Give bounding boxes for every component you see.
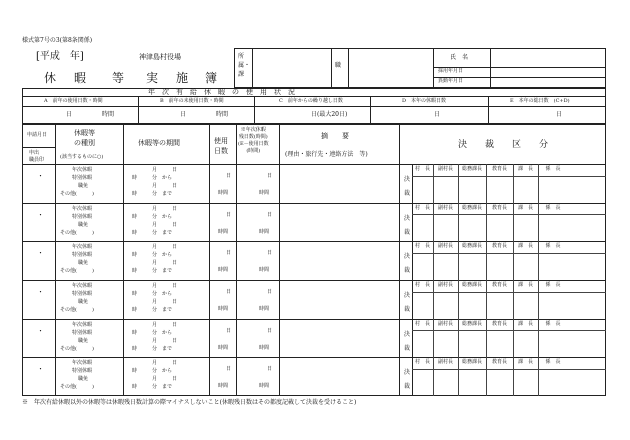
period-line[interactable]: 月 日 [152, 283, 178, 289]
title-char-3: 等 [112, 71, 125, 85]
approval-stamp-cell[interactable] [514, 254, 537, 279]
period-line[interactable]: 時 分 から [132, 291, 173, 297]
approval-stamp-cell[interactable] [487, 215, 512, 240]
days-used-header: 使用 日数 [214, 137, 228, 155]
remaining-header: ※年次休暇 残日数(時間) (E－使用日数 (時間) [238, 127, 269, 154]
days-used-hours[interactable]: 時間 [218, 190, 229, 196]
period-line[interactable]: 時 分 まで [132, 384, 173, 391]
approval-stamp-cell[interactable] [459, 370, 485, 395]
period-line[interactable]: 時 分 まで [132, 307, 173, 313]
approval-stamp-cell[interactable] [413, 370, 432, 395]
leave-type-option[interactable]: 特別休暇 [72, 368, 93, 375]
leave-type-option[interactable]: 年次休暇 [72, 283, 93, 289]
approver-title: 副村長 [437, 282, 453, 288]
leave-type-option[interactable]: 年次休暇 [72, 167, 93, 173]
approval-header: 決 裁 区 分 [458, 140, 549, 150]
summary-cell[interactable] [280, 242, 398, 279]
col-d-value[interactable]: 日 [434, 111, 441, 118]
title-char-4: 実 [146, 71, 159, 85]
approver-title: 係 長 [545, 282, 561, 288]
leave-type-option[interactable]: 職免 [78, 337, 89, 344]
approver-seal-header: 申出 職員印 [29, 150, 45, 163]
col-b-label: B 前年の未使用日数・時間 [160, 98, 224, 104]
summary-note: (理由・旅行先・連絡方法 等) [285, 151, 368, 158]
leave-type-option[interactable]: 年次休暇 [72, 321, 93, 328]
summary-cell[interactable] [280, 320, 398, 357]
period-line[interactable]: 時 分 から [132, 252, 173, 259]
approver-title: 教育長 [491, 282, 507, 288]
title-char-2: 暇 [74, 71, 87, 85]
title-char-1: 休 [44, 71, 57, 85]
apply-date-cell[interactable] [23, 165, 55, 202]
col-d-label: D 本年の休暇日数 [402, 98, 447, 104]
col-e-value[interactable]: 日 [556, 111, 563, 118]
col-e-label: E 本年の総日数 (C+D) [510, 98, 570, 104]
approver-title: 教育長 [491, 243, 507, 250]
period-line[interactable]: 時 分 まで [132, 268, 173, 275]
approver-title: 村 長 [415, 166, 431, 172]
leave-type-option[interactable]: その他( ) [60, 191, 94, 197]
approval-stamp-cell[interactable] [539, 370, 567, 395]
approver-title: 教育長 [491, 359, 507, 366]
approval-stamp-cell[interactable] [514, 177, 537, 202]
leave-type-option[interactable]: 特別休暇 [72, 252, 93, 259]
leave-type-option[interactable]: その他( ) [60, 307, 94, 313]
title-char-5: 施 [176, 71, 189, 85]
approver-title: 係 長 [545, 243, 561, 250]
name-label: 氏 名 [450, 54, 469, 61]
period-line[interactable]: 時 分 まで [132, 229, 173, 236]
approval-stamp-cell[interactable] [459, 215, 485, 240]
approver-title: 村 長 [415, 204, 431, 211]
leave-type-option[interactable]: その他( ) [60, 229, 94, 236]
approval-label: 決 裁 [404, 214, 411, 236]
col-c-value[interactable]: 日(最大20日) [311, 111, 348, 118]
table-row [22, 319, 606, 358]
leave-type-option[interactable]: 職免 [78, 260, 89, 267]
approver-title: 課 長 [517, 166, 533, 172]
row-dot: ・ [37, 365, 44, 374]
department-field[interactable] [253, 49, 330, 87]
approver-title: 課 長 [517, 204, 533, 211]
table-row [22, 280, 606, 319]
summary-cell[interactable] [280, 358, 398, 395]
leave-type-option[interactable]: 年次休暇 [72, 205, 93, 212]
approver-title: 教育長 [491, 204, 507, 211]
days-used-hours[interactable]: 時間 [218, 228, 229, 235]
days-used-day[interactable]: 日 [226, 366, 232, 373]
department-label: 所属・課 [238, 53, 251, 78]
remaining-day[interactable]: 日 [267, 211, 273, 218]
summary-cell[interactable] [280, 165, 398, 202]
approval-stamp-cell[interactable] [487, 370, 512, 395]
office-name: 神津島村役場 [139, 53, 181, 61]
approval-stamp-cell[interactable] [539, 177, 567, 202]
approver-title: 総務課長 [461, 282, 482, 288]
leave-type-option[interactable]: その他( ) [60, 345, 94, 352]
approval-stamp-cell[interactable] [434, 370, 457, 395]
approval-stamp-cell[interactable] [539, 215, 567, 240]
apply-date-header: 申請月日 [27, 132, 48, 138]
approver-title: 係 長 [545, 204, 561, 211]
approval-stamp-cell[interactable] [434, 293, 457, 318]
days-used-hours[interactable]: 時間 [218, 306, 229, 312]
row-dot: ・ [37, 326, 44, 335]
period-line[interactable]: 月 日 [152, 167, 178, 173]
apply-date-cell[interactable] [23, 320, 55, 357]
days-used-hours[interactable]: 時間 [218, 344, 229, 351]
approval-stamp-cell[interactable] [413, 177, 432, 202]
transfer-date-label: 異動年月日 [438, 78, 464, 84]
approval-stamp-cell[interactable] [514, 331, 537, 356]
period-line[interactable]: 月 日 [152, 221, 178, 228]
remaining-hours[interactable]: 時間 [259, 228, 270, 235]
period-line[interactable]: 時 分 から [132, 175, 173, 181]
hire-date-label: 採用年月日 [438, 68, 464, 74]
approver-title: 総務課長 [461, 359, 482, 366]
approver-title: 総務課長 [461, 320, 482, 327]
approval-label: 決 裁 [404, 292, 411, 313]
form-id: 様式第7号の3(第8条関係) [22, 37, 93, 44]
remaining-hours[interactable]: 時間 [259, 306, 270, 312]
apply-date-cell[interactable] [23, 358, 55, 395]
approver-title: 教育長 [491, 166, 507, 172]
leave-type-option[interactable]: 特別休暇 [72, 213, 93, 220]
apply-date-cell[interactable] [23, 281, 55, 318]
approver-title: 村 長 [415, 243, 431, 250]
approver-title: 課 長 [517, 359, 533, 366]
remaining-day[interactable]: 日 [267, 289, 273, 295]
approver-title: 教育長 [491, 320, 507, 327]
period-line[interactable]: 月 日 [152, 337, 178, 344]
days-used-day[interactable]: 日 [226, 327, 232, 334]
summary-cell[interactable] [280, 281, 398, 318]
leave-type-option[interactable]: その他( ) [60, 384, 94, 391]
leave-type-option[interactable]: 職免 [78, 376, 89, 383]
row-dot: ・ [37, 249, 44, 258]
leave-type-note: (該当するものに○) [60, 154, 104, 160]
approval-stamp-cell[interactable] [514, 215, 537, 240]
period-header: 休暇等の期間 [138, 139, 180, 147]
days-used-hours[interactable]: 時間 [218, 267, 229, 274]
approval-stamp-cell[interactable] [539, 254, 567, 279]
approval-stamp-cell[interactable] [413, 293, 432, 318]
days-used-day[interactable]: 日 [226, 211, 232, 218]
approver-title: 副村長 [437, 204, 453, 211]
approver-title: 総務課長 [461, 204, 482, 211]
leave-type-option[interactable]: その他( ) [60, 268, 94, 275]
remaining-day[interactable]: 日 [267, 173, 273, 179]
approval-stamp-cell[interactable] [434, 215, 457, 240]
leave-type-option[interactable]: 年次休暇 [72, 360, 93, 367]
approver-title: 係 長 [545, 320, 561, 327]
period-line[interactable]: 月 日 [152, 244, 178, 251]
approval-stamp-cell[interactable] [434, 177, 457, 202]
approval-stamp-cell[interactable] [459, 331, 485, 356]
approver-title: 係 長 [545, 359, 561, 366]
apply-date-cell[interactable] [23, 204, 55, 241]
approval-stamp-cell[interactable] [487, 177, 512, 202]
title-char-6: 簿 [205, 71, 218, 85]
period-line[interactable]: 時 分 から [132, 329, 173, 336]
table-row [22, 203, 606, 242]
days-used-hours[interactable]: 時間 [218, 383, 229, 390]
leave-type-option[interactable]: 職免 [78, 221, 89, 228]
period-line[interactable]: 月 日 [152, 299, 178, 305]
period-line[interactable]: 時 分 まで [132, 191, 173, 197]
approver-title: 課 長 [517, 243, 533, 250]
position-label: 職 [335, 62, 342, 69]
name-field[interactable] [491, 49, 605, 66]
approver-title: 副村長 [437, 320, 453, 327]
approver-title: 副村長 [437, 243, 453, 250]
approver-title: 課 長 [517, 282, 533, 288]
apply-date-cell[interactable] [23, 242, 55, 279]
row-dot: ・ [37, 288, 44, 296]
period-line[interactable]: 時 分 から [132, 213, 173, 220]
period-line[interactable]: 月 日 [152, 260, 178, 267]
table-row [22, 164, 606, 203]
footnote: ※ 年次有給休暇以外の休暇等は休暇残日数計算の際マイナスしないこと(休暇残日数はその都度記載して決裁を受けること) [22, 399, 357, 406]
approval-stamp-cell[interactable] [514, 370, 537, 395]
approval-stamp-cell[interactable] [413, 254, 432, 279]
days-used-day[interactable]: 日 [226, 289, 232, 295]
period-line[interactable]: 時 分 から [132, 368, 173, 375]
period-line[interactable]: 月 日 [152, 360, 178, 367]
period-line[interactable]: 月 日 [152, 376, 178, 383]
remaining-hours[interactable]: 時間 [259, 383, 270, 390]
row-dot: ・ [37, 172, 44, 180]
approver-title: 課 長 [517, 320, 533, 327]
approval-stamp-cell[interactable] [487, 293, 512, 318]
summary-cell[interactable] [280, 204, 398, 241]
leave-type-option[interactable]: 年次休暇 [72, 244, 93, 251]
approver-title: 村 長 [415, 282, 431, 288]
approver-title: 係 長 [545, 166, 561, 172]
approval-stamp-cell[interactable] [434, 331, 457, 356]
approver-title: 総務課長 [461, 243, 482, 250]
col-b-value[interactable]: 日 時間 [180, 111, 229, 118]
era-bracket: [平成 年] [36, 51, 84, 62]
leave-type-option[interactable]: 特別休暇 [72, 291, 93, 297]
approval-label: 決 裁 [404, 330, 411, 352]
approval-stamp-cell[interactable] [434, 254, 457, 279]
approval-stamp-cell[interactable] [539, 293, 567, 318]
leave-type-option[interactable]: 職免 [78, 183, 89, 189]
leave-type-header: 休暇等 の種別 [74, 129, 95, 147]
approval-stamp-cell[interactable] [514, 293, 537, 318]
table-row [22, 241, 606, 280]
remaining-day[interactable]: 日 [267, 366, 273, 373]
approval-label: 決 裁 [404, 176, 411, 197]
annual-leave-title: 年 次 有 給 休 暇 の 使 用 状 況 [148, 88, 295, 96]
approval-stamp-cell[interactable] [413, 331, 432, 356]
approval-stamp-cell[interactable] [459, 177, 485, 202]
period-line[interactable]: 時 分 まで [132, 345, 173, 352]
days-used-day[interactable]: 日 [226, 250, 232, 257]
col-a-label: A 前年の使用日数・時間 [44, 98, 103, 104]
approval-stamp-cell[interactable] [459, 254, 485, 279]
days-used-day[interactable]: 日 [226, 173, 232, 179]
approval-stamp-cell[interactable] [539, 331, 567, 356]
leave-type-option[interactable]: 職免 [78, 299, 89, 305]
remaining-hours[interactable]: 時間 [259, 190, 270, 196]
approver-title: 村 長 [415, 320, 431, 327]
summary-header: 摘 要 [321, 132, 349, 140]
approval-stamp-cell[interactable] [413, 215, 432, 240]
approval-stamp-cell[interactable] [459, 293, 485, 318]
transfer-date-field[interactable] [491, 78, 605, 87]
remaining-day[interactable]: 日 [267, 250, 273, 257]
approver-title: 総務課長 [461, 166, 482, 172]
remaining-day[interactable]: 日 [267, 327, 273, 334]
approval-stamp-cell[interactable] [487, 254, 512, 279]
position-field[interactable] [349, 49, 432, 87]
approver-title: 村 長 [415, 359, 431, 366]
col-c-label: C 前年からの繰り越し日数 [279, 98, 343, 104]
remaining-hours[interactable]: 時間 [259, 344, 270, 351]
table-row [22, 357, 606, 396]
col-a-value[interactable]: 日 時間 [66, 111, 115, 118]
period-line[interactable]: 月 日 [152, 321, 178, 328]
approver-title: 副村長 [437, 359, 453, 366]
leave-type-option[interactable]: 特別休暇 [72, 329, 93, 336]
period-line[interactable]: 月 日 [152, 205, 178, 212]
approver-title: 副村長 [437, 166, 453, 172]
approval-label: 決 裁 [404, 253, 411, 275]
approval-label: 決 裁 [404, 369, 411, 391]
approval-stamp-cell[interactable] [487, 331, 512, 356]
period-line[interactable]: 月 日 [152, 183, 178, 189]
remaining-hours[interactable]: 時間 [259, 267, 270, 274]
hire-date-field[interactable] [491, 68, 605, 77]
leave-type-option[interactable]: 特別休暇 [72, 175, 93, 181]
row-dot: ・ [37, 210, 44, 219]
